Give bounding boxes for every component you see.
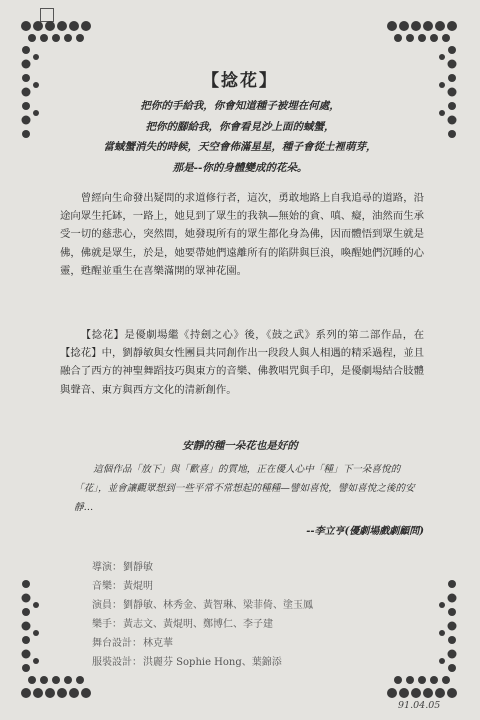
credit-row: 樂手：黃志文、黃焜明、鄭博仁、李子建 — [92, 619, 273, 630]
credits-list — [92, 558, 313, 672]
poem — [0, 96, 480, 178]
credit-label: 演員 — [92, 600, 112, 611]
quote-body: 這個作品「放下」與「歡喜」的質地，正在優人心中「種」下一朵喜悅的「花」，並會讓觀眾想到一些平常不常想起的種種—譬如喜悅，譬如喜悅之後的安靜… — [74, 464, 415, 513]
poem-line: 把你的腳給我，你會看見沙上面的蜮蟹， — [145, 120, 335, 133]
production-paragraph: 【捻花】是優劇場繼《持劍之心》後，《鼓之武》系列的第二部作品，在【捻花】中，劉靜敏與女性團員共同創作出一段段人與人相遇的精采過程，並且融合了西方的神聖舞蹈技巧與東方的音樂、佛教唱咒與手印，是優劇場結合肢體與聲音、東方與西方文化的清新創作。 — [60, 329, 424, 396]
credit-label: 導演 — [92, 562, 112, 573]
credit-label: 服裝設計 — [92, 657, 132, 668]
credit-label: 音樂 — [92, 581, 112, 592]
poem-line: 那是--你的身體變成的花朵。 — [172, 161, 308, 174]
credit-value: 洪麗芬 Sophie Hong、葉錦添 — [143, 657, 282, 668]
page-title: 【捻花】 — [202, 71, 278, 91]
credit-value: 劉靜敏、林秀金、黃智琳、梁菲倚、塗玉鳳 — [123, 600, 313, 611]
credit-label: 舞台設計 — [92, 638, 132, 649]
credit-row: 演員：劉靜敏、林秀金、黃智琳、梁菲倚、塗玉鳳 — [92, 600, 313, 611]
date-stamp: 91.04.05 — [398, 700, 441, 711]
quote-title: 安靜的種一朵花也是好的 — [182, 440, 298, 452]
credit-value: 林克華 — [143, 638, 173, 649]
quote-signature: --李立亨(優劇場戲劇顧問) — [306, 526, 424, 537]
credit-value: 劉靜敏 — [123, 562, 153, 573]
corner-ornament-bottom-right — [380, 576, 462, 706]
poem-line: 把你的手給我，你會知道種子被埋在何處， — [140, 100, 340, 112]
credit-value: 黃志文、黃焜明、鄭博仁、李子建 — [123, 619, 273, 630]
poem-line: 當蜮蟹消失的時候，天空會佈滿星星，種子會從土裡萌芽， — [103, 141, 377, 153]
flower-icon — [21, 21, 91, 31]
corner-ornament-bottom-left — [18, 576, 100, 706]
synopsis-paragraph: 曾經向生命發出疑問的求道修行者，這次，勇敢地路上自我追尋的道路，沿途向眾生托缽，一路上，她見到了眾生的我執—無始的貪、嗔、癡，油然而生承受一切的慈悲心，突然間，她發現所有的眾生都化身為佛，因而體悟到眾生就是佛，佛就是眾生，於是，她要帶她們遠離所有的陷阱與巨浪，喚醒她們沉睡的心靈，甦醒並重生在喜樂滿開的眾神花園。 — [60, 192, 424, 277]
credit-row: 服裝設計：洪麗芬 Sophie Hong、葉錦添 — [92, 657, 282, 668]
credit-row: 音樂：黃焜明 — [92, 581, 153, 592]
credit-row: 導演：劉靜敏 — [92, 562, 153, 573]
credit-value: 黃焜明 — [123, 581, 153, 592]
credit-label: 樂手 — [92, 619, 112, 630]
credit-row: 舞台設計：林克華 — [92, 638, 173, 649]
